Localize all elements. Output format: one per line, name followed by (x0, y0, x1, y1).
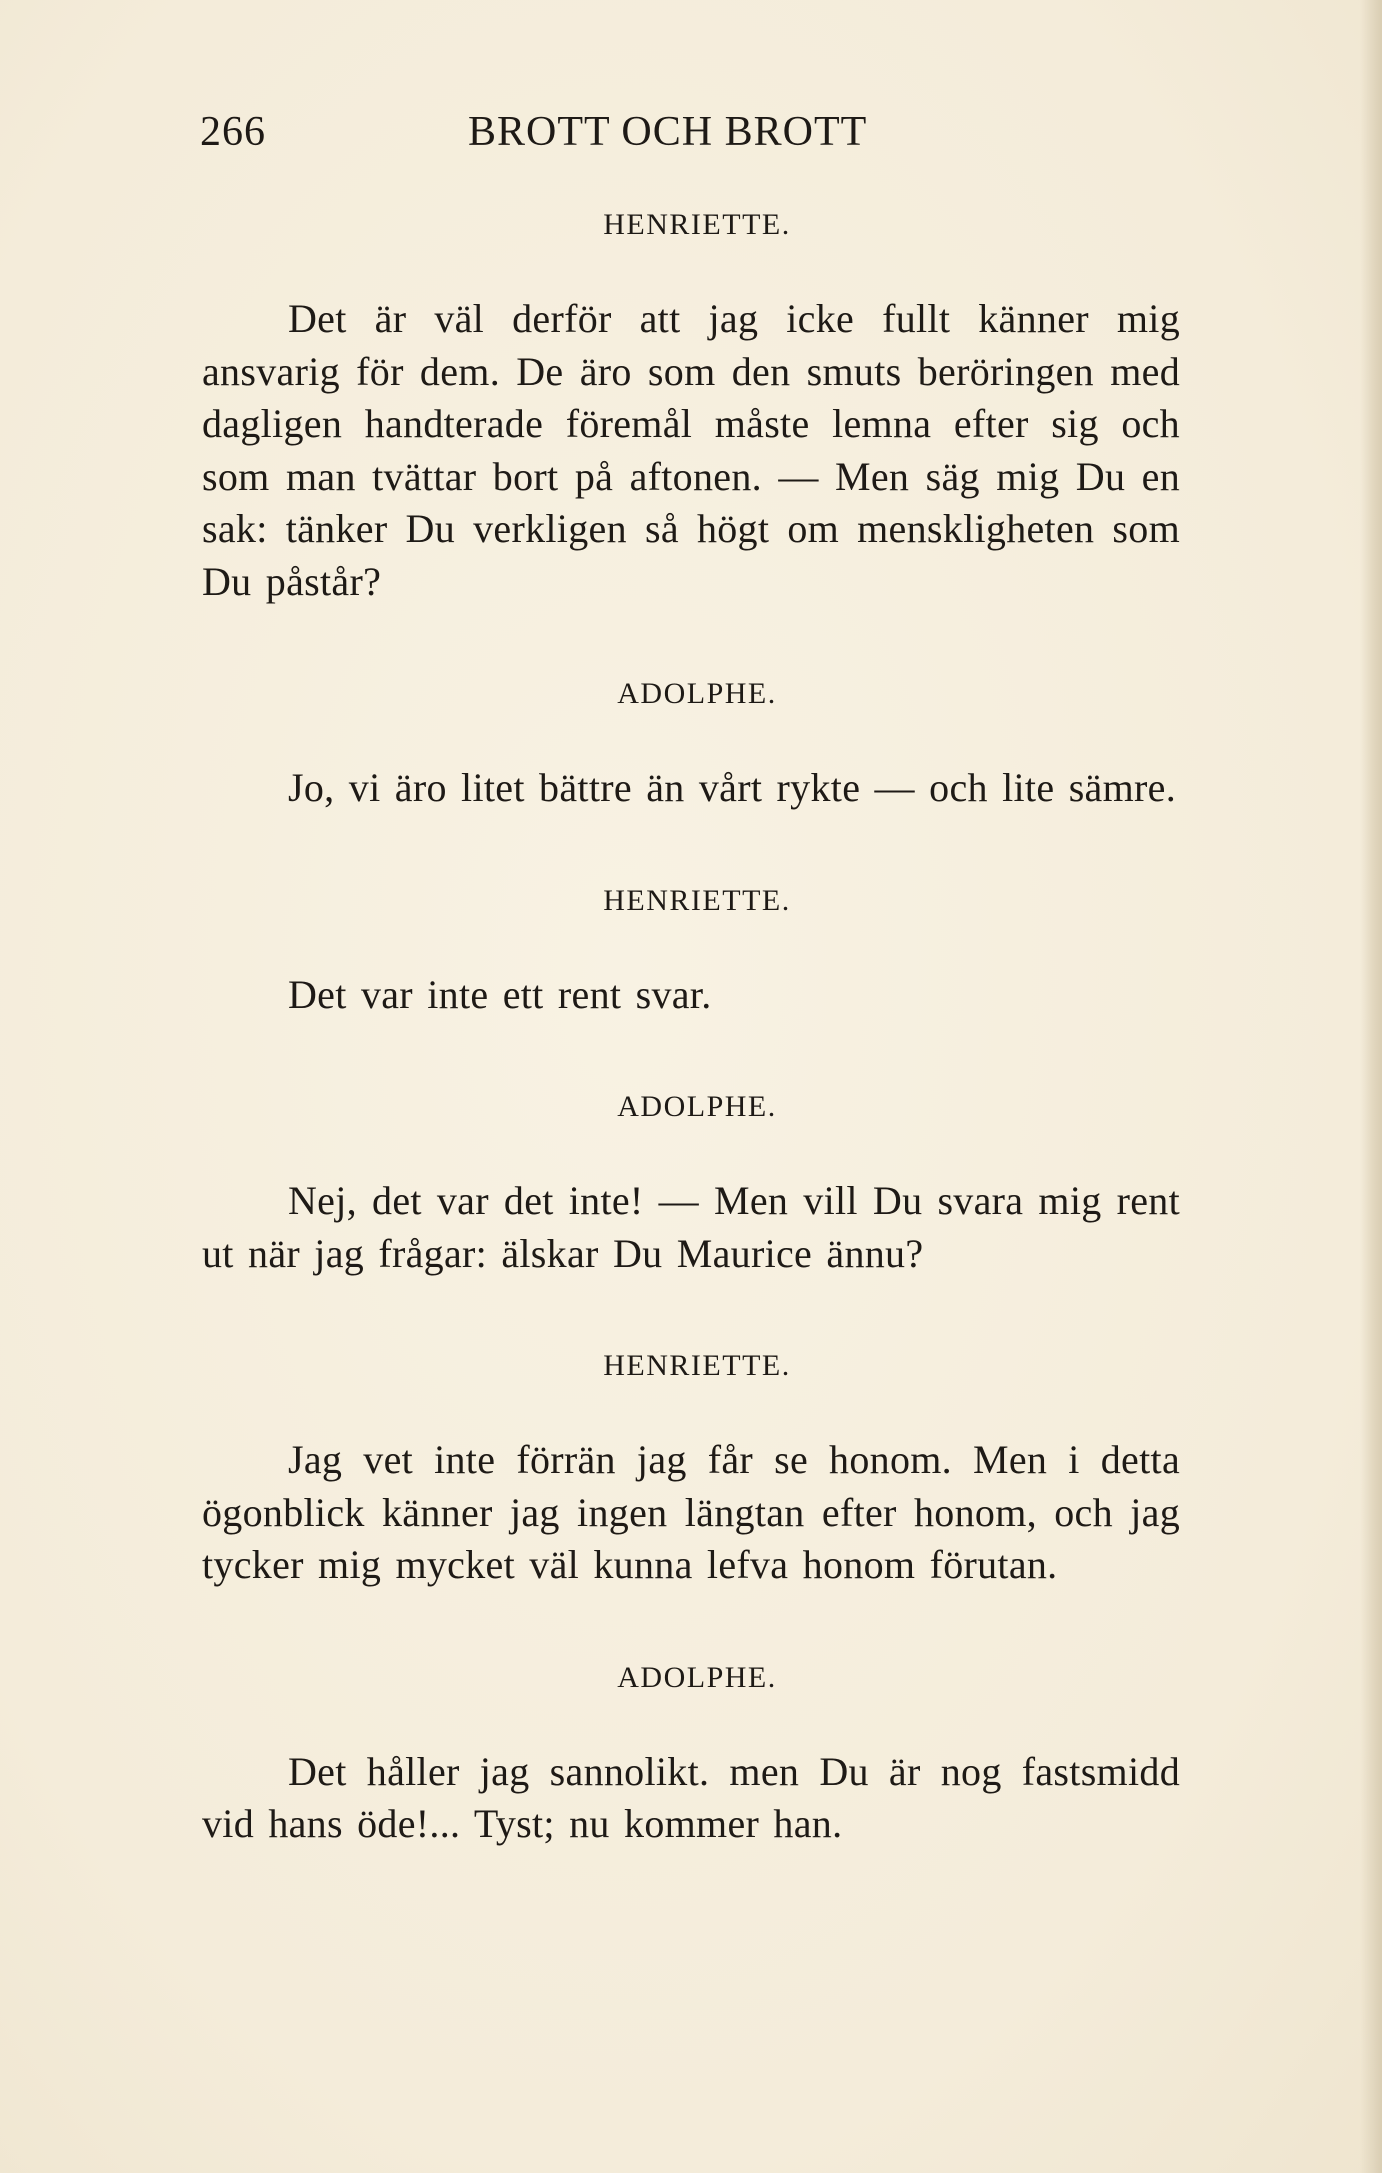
speaker-name: HENRIETTE. (603, 1349, 791, 1382)
dialogue-text (202, 205, 1180, 1851)
running-title: BROTT OCH BROTT (468, 109, 868, 155)
page-header (200, 108, 1200, 168)
page-number: 266 (200, 109, 266, 155)
speaker-name: ADOLPHE. (617, 1090, 777, 1123)
speech-paragraph: Det håller jag sannolikt. men Du är nog fastsmidd vid hans öde!... Tyst; nu kommer han. (202, 1748, 1180, 1846)
speaker-name: ADOLPHE. (617, 677, 777, 710)
speech-paragraph: Det är väl derför att jag icke fullt känner mig ansvarig för dem. De äro som den smuts beröringen med dagligen handterade föremål måste lemna efter sig och som man tvättar bort på aftonen. — Men säg mig Du en sak: tänker Du verkligen så högt om menskligheten som Du påstår? (202, 296, 1180, 604)
speaker-name: HENRIETTE. (603, 883, 791, 917)
speech-paragraph: Jag vet inte förrän jag får se honom. Men i detta ögonblick känner jag ingen längtan efter honom, och jag tycker mig mycket väl kunna lefva honom förutan. (202, 1437, 1180, 1587)
speech-paragraph: Jo, vi äro litet bättre än vårt rykte — och lite sämre. (288, 765, 1176, 810)
speaker-name: ADOLPHE. (617, 1660, 777, 1694)
page-edge-shadow (1360, 0, 1382, 2173)
speech-paragraph: Det var inte ett rent svar. (288, 971, 712, 1017)
speaker-name: HENRIETTE. (603, 208, 791, 241)
speech-paragraph: Nej, det var det inte! — Men vill Du svara mig rent ut när jag frågar: älskar Du Maurice ännu? (202, 1178, 1180, 1276)
